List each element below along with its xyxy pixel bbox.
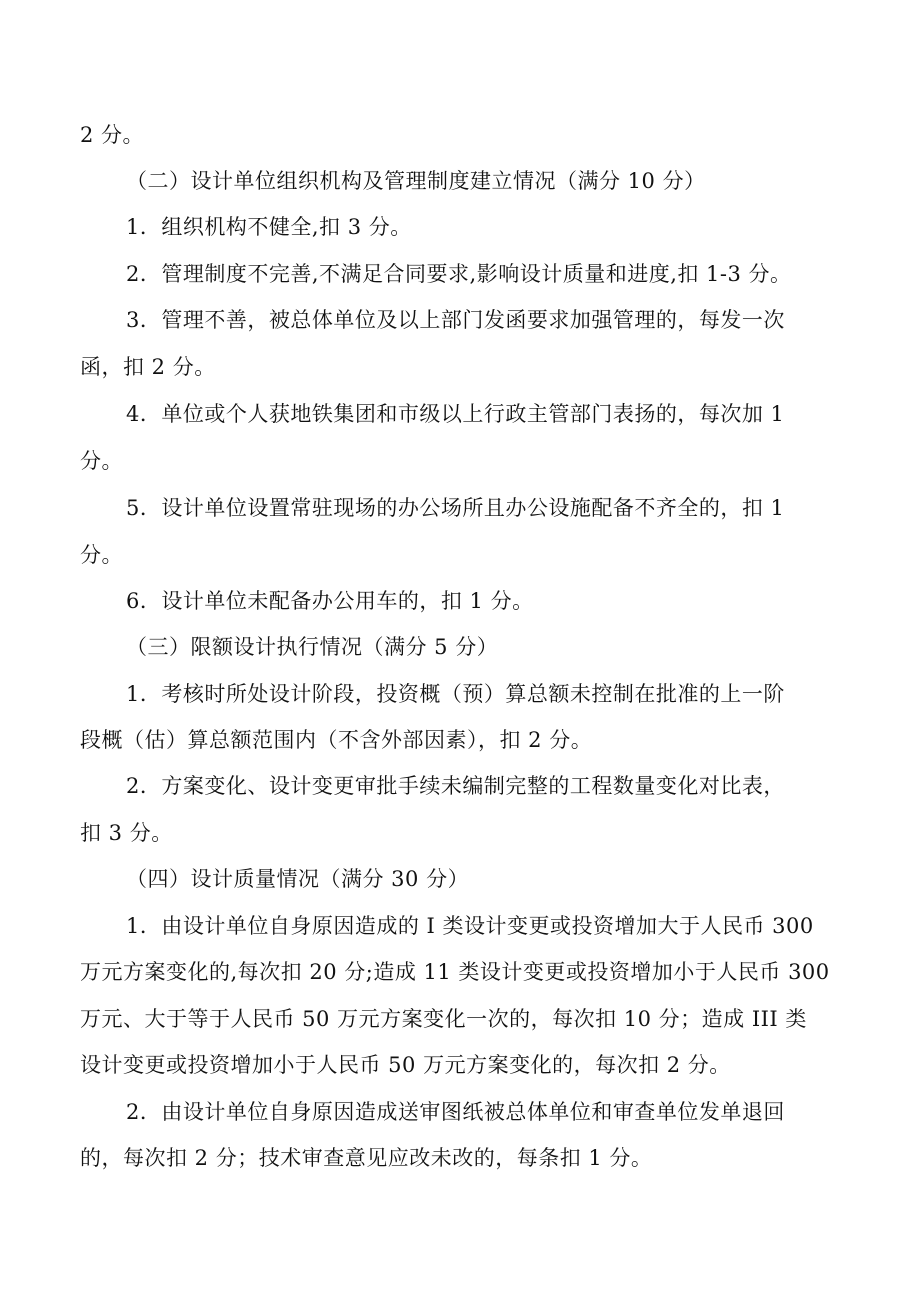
text-line: 扣 3 分。 [80,821,173,845]
text-line: 万元方案变化的,每次扣 20 分;造成 11 类设计变更或投资增加小于人民币 300 [80,960,830,984]
text-line: 2 分。 [80,123,145,147]
text-line: 2．由设计单位自身原因造成送审图纸被总体单位和审查单位发单退回 [126,1100,785,1124]
text-line: 2．方案变化、设计变更审批手续未编制完整的工程数量变化对比表， [126,774,785,798]
text-line: 分。 [80,449,123,473]
text-line: 1．由设计单位自身原因造成的 I 类设计变更或投资增加大于人民币 300 [126,914,814,938]
text-line: 1．考核时所处设计阶段，投资概（预）算总额未控制在批准的上一阶 [126,682,785,706]
text-line: 万元、大于等于人民币 50 万元方案变化一次的，每次扣 10 分；造成 III 类 [80,1007,807,1031]
text-line: 3．管理不善，被总体单位及以上部门发函要求加强管理的，每发一次 [126,308,785,332]
text-line: 2．管理制度不完善,不满足合同要求,影响设计质量和进度,扣 1-3 分。 [126,262,792,286]
section-heading-2: （二）设计单位组织机构及管理制度建立情况（满分 10 分） [126,169,706,193]
text-line: 6．设计单位未配备办公用车的，扣 1 分。 [126,589,534,613]
text-line: 设计变更或投资增加小于人民币 50 万元方案变化的，每次扣 2 分。 [80,1053,731,1077]
text-line: 4．单位或个人获地铁集团和市级以上行政主管部门表扬的，每次加 1 [126,402,785,426]
text-line: 5．设计单位设置常驻现场的办公场所且办公设施配备不齐全的，扣 1 [126,496,785,520]
text-line: 的，每次扣 2 分；技术审查意见应改未改的，每条扣 1 分。 [80,1146,653,1170]
text-line: 分。 [80,543,123,567]
text-line: 函，扣 2 分。 [80,355,216,379]
text-line: 1．组织机构不健全,扣 3 分。 [126,215,412,239]
section-heading-3: （三）限额设计执行情况（满分 5 分） [126,635,499,659]
section-heading-4: （四）设计质量情况（满分 30 分） [126,867,470,891]
text-line: 段概（估）算总额范围内（不含外部因素），扣 2 分。 [80,728,593,752]
